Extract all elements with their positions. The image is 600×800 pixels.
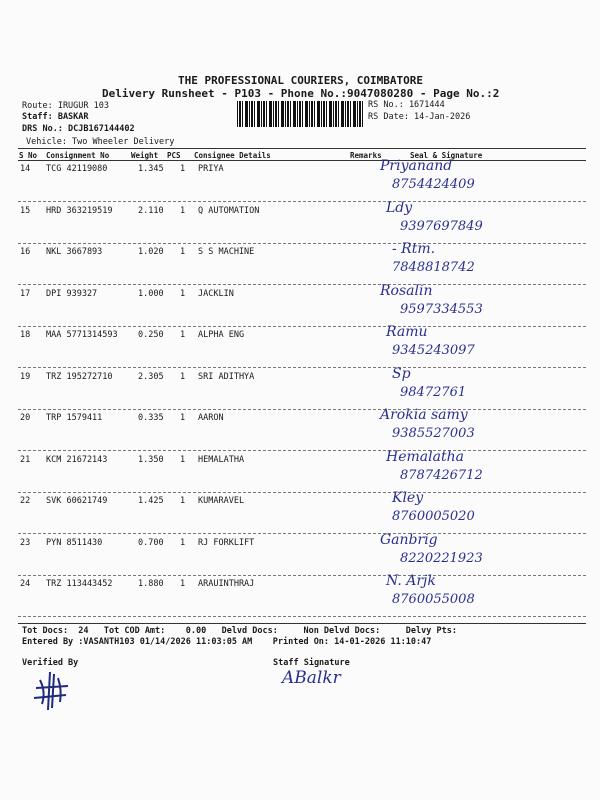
- verified-by-label: Verified By: [22, 658, 79, 668]
- staff-signature-handwriting: ABalkr: [282, 668, 341, 688]
- col-consignment: Consignment No: [46, 151, 110, 160]
- rs-number: RS No.: 1671444: [368, 100, 445, 110]
- row-consignee: S S MACHINE: [198, 247, 255, 257]
- row-sno: 15: [20, 205, 31, 216]
- row-signature-phone: 7848818742: [392, 260, 475, 275]
- row-consignment-no: SVK 60621749: [46, 496, 108, 506]
- row-signature-phone: 9385527003: [392, 426, 475, 441]
- col-weight: Weight: [131, 151, 159, 160]
- verified-by-signature: [22, 668, 82, 713]
- row-weight: 0.335: [138, 413, 164, 423]
- row-weight: 1.020: [138, 247, 164, 257]
- col-sno: S No: [19, 151, 38, 160]
- drs-number: DRS No.: DCJB167144402: [22, 124, 135, 134]
- row-pcs: 1: [180, 164, 186, 174]
- vehicle: Vehicle: Two Wheeler Delivery: [26, 137, 175, 147]
- route: Route: IRUGUR 103: [22, 101, 109, 111]
- row-consignment-no: MAA 5771314593: [46, 330, 118, 340]
- row-pcs: 1: [180, 454, 186, 465]
- row-weight: 0.700: [138, 537, 164, 548]
- row-consignee: AARON: [198, 413, 224, 423]
- row-signature: Arokia samy: [380, 407, 468, 423]
- col-pcs: PCS: [167, 151, 181, 160]
- row-consignee: PRIYA: [198, 164, 224, 174]
- row-pcs: 1: [180, 247, 186, 257]
- row-divider: [18, 575, 586, 576]
- row-signature: Ramu: [386, 324, 428, 340]
- barcode: [237, 101, 365, 127]
- row-weight: 1.000: [138, 288, 164, 299]
- row-sno: 14: [20, 164, 31, 174]
- row-pcs: 1: [180, 579, 186, 589]
- row-divider: [18, 492, 586, 493]
- row-divider: [18, 243, 586, 244]
- staff-signature-label: Staff Signature: [273, 658, 350, 668]
- staff: Staff: BASKAR: [22, 112, 89, 122]
- row-divider: [18, 616, 586, 617]
- row-signature: Sp: [392, 365, 411, 382]
- row-divider: [18, 201, 586, 202]
- footer-rule: [18, 623, 586, 624]
- row-consignment-no: TRZ 195272710: [46, 371, 113, 382]
- row-signature-phone: 8760005020: [392, 509, 475, 524]
- row-consignment-no: TRP 1579411: [46, 413, 103, 423]
- row-signature-phone: 9597334553: [400, 301, 483, 317]
- row-divider: [18, 409, 586, 410]
- row-consignee: ARAUINTHRAJ: [198, 579, 255, 589]
- row-signature: Ldy: [386, 199, 413, 216]
- row-divider: [18, 367, 586, 368]
- row-sno: 20: [20, 413, 31, 423]
- rs-date: RS Date: 14-Jan-2026: [368, 112, 471, 122]
- row-consignee: RJ FORKLIFT: [198, 537, 255, 548]
- row-signature-phone: 9345243097: [392, 343, 475, 358]
- row-weight: 2.110: [138, 205, 164, 216]
- row-pcs: 1: [180, 288, 186, 299]
- row-signature: N. Arjk: [386, 573, 436, 589]
- row-weight: 1.425: [138, 496, 164, 506]
- col-remarks: Remarks: [350, 151, 382, 160]
- row-signature: Kley: [392, 490, 424, 506]
- row-signature-phone: 98472761: [400, 384, 467, 400]
- row-pcs: 1: [180, 413, 186, 423]
- row-pcs: 1: [180, 330, 186, 340]
- totals-line: Tot Docs: 24 Tot COD Amt: 0.00 Delvd Docs: Non Delvd Docs: Delvy Pts:: [22, 626, 457, 636]
- row-pcs: 1: [180, 496, 186, 506]
- row-divider: [18, 533, 586, 534]
- row-signature-phone: 9397697849: [400, 218, 483, 234]
- header-top-rule: [18, 148, 586, 149]
- row-consignment-no: PYN 8511430: [46, 537, 103, 548]
- row-consignment-no: HRD 363219519: [46, 205, 113, 216]
- row-consignee: Q AUTOMATION: [198, 205, 260, 216]
- row-signature: Priyanand: [380, 158, 453, 174]
- row-divider: [18, 326, 586, 327]
- row-signature-phone: 8760055008: [392, 592, 475, 607]
- row-signature: - Rtm.: [392, 241, 436, 257]
- row-signature: Hemalatha: [386, 448, 464, 465]
- row-weight: 1.880: [138, 579, 164, 589]
- row-consignee: SRI ADITHYA: [198, 371, 255, 382]
- row-sno: 17: [20, 288, 31, 299]
- row-consignee: JACKLIN: [198, 288, 234, 299]
- row-weight: 1.350: [138, 454, 164, 465]
- row-sno: 22: [20, 496, 31, 506]
- runsheet-title: Delivery Runsheet - P103 - Phone No.:9047080280 - Page No.:2: [102, 87, 500, 100]
- row-sno: 16: [20, 247, 31, 257]
- row-consignee: HEMALATHA: [198, 454, 245, 465]
- col-seal-signature: Seal & Signature: [410, 151, 483, 160]
- row-sno: 24: [20, 579, 31, 589]
- row-sno: 19: [20, 371, 31, 382]
- row-weight: 1.345: [138, 164, 164, 174]
- row-signature-phone: 8220221923: [400, 550, 483, 566]
- row-pcs: 1: [180, 537, 186, 548]
- row-signature-phone: 8754424409: [392, 177, 475, 192]
- row-consignment-no: TCG 42119080: [46, 164, 108, 174]
- row-divider: [18, 450, 586, 451]
- entered-by-line: Entered By :VASANTH103 01/14/2026 11:03:05 AM Printed On: 14-01-2026 11:10:47: [22, 637, 432, 647]
- row-consignee: ALPHA ENG: [198, 330, 245, 340]
- row-pcs: 1: [180, 205, 186, 216]
- company-title: THE PROFESSIONAL COURIERS, COIMBATORE: [178, 74, 424, 87]
- row-divider: [18, 284, 586, 285]
- row-weight: 2.305: [138, 371, 164, 382]
- col-consignee: Consignee Details: [194, 151, 271, 160]
- row-sno: 18: [20, 330, 31, 340]
- row-sno: 23: [20, 537, 31, 548]
- row-pcs: 1: [180, 371, 186, 382]
- row-sno: 21: [20, 454, 31, 465]
- row-weight: 0.250: [138, 330, 164, 340]
- row-consignment-no: TRZ 113443452: [46, 579, 113, 589]
- row-signature: Ganbrig: [380, 531, 438, 548]
- row-consignment-no: NKL 3667893: [46, 247, 103, 257]
- header-bottom-rule: [18, 160, 586, 161]
- row-signature: Rosalin: [380, 282, 433, 299]
- row-consignee: KUMARAVEL: [198, 496, 245, 506]
- row-consignment-no: KCM 21672143: [46, 454, 108, 465]
- row-signature-phone: 8787426712: [400, 467, 483, 483]
- row-consignment-no: DPI 939327: [46, 288, 98, 299]
